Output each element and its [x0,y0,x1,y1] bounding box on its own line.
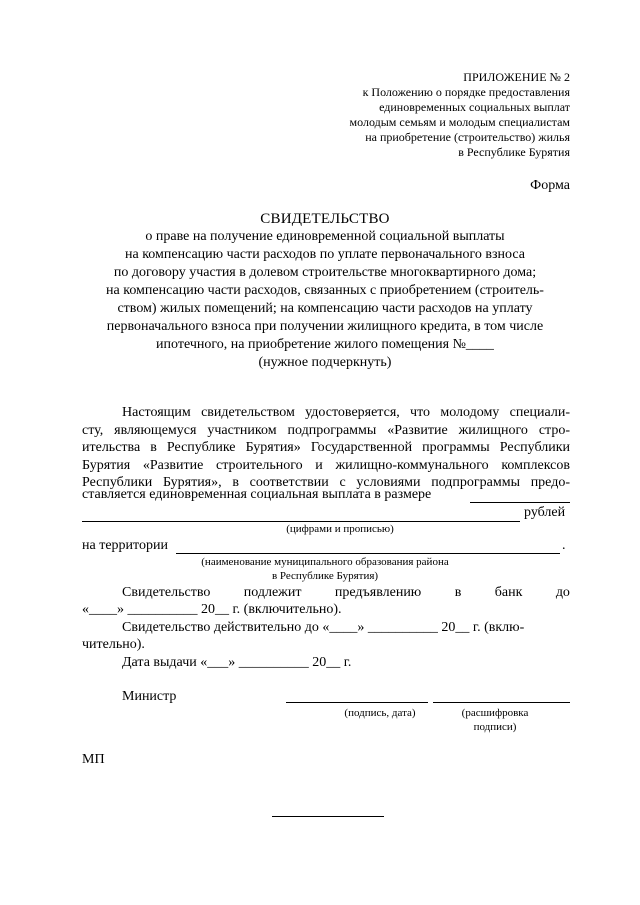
territory-blank-line [176,553,560,554]
bank-presentation-line [122,585,570,601]
body-line: Настоящим свидетельством удостоверяется, что молодому специали- [122,405,570,420]
validity-text: Свидетельство действительно до «____» __________ 20__ г. (вклю- [122,620,525,635]
appendix-line: ПРИЛОЖЕНИЕ № 2 [463,70,570,84]
minister-label: Министр [122,689,177,704]
certificate-title: СВИДЕТЕЛЬСТВО [260,211,390,227]
bank-date-line: «____» __________ 20__ г. (включительно). [82,602,342,617]
territory-label: на территории [82,538,168,553]
signature-blank-line [286,702,428,703]
decode-caption-1: (расшифровка [461,707,529,719]
appendix-line: на приобретение (строительство) жилья [365,130,570,144]
currency-label: рублей [524,505,566,520]
subtitle-line: о праве на получение единовременной социальной выплаты [145,229,505,244]
appendix-line: единовременных социальных выплат [379,100,570,114]
form-label: Форма [530,178,570,193]
body-line: Бурятия «Развитие строительного и жилищно-коммунального комплексов [82,457,570,473]
subtitle-line: ипотечного, на приобретение жилого помещения №____ [156,337,494,352]
validity-line [122,620,570,636]
stamp-label: МП [82,752,105,767]
appendix-line: в Республике Бурятия [458,145,570,159]
territory-caption-1: (наименование муниципального образования района [201,556,449,568]
subtitle-line: на компенсацию части расходов по уплате первоначального взноса [125,247,525,262]
certificate-title-block [60,210,590,372]
body-line: сту, являющемуся участником подпрограммы «Развитие жилищного стро- [82,422,570,438]
body-line: Республики Бурятия», в соответствии с условиями подпрограммы предо- [82,475,570,490]
validity-line-2: чительно). [82,637,145,652]
appendix-line: молодым семьям и молодым специалистам [349,115,570,129]
bank-word: банк [494,585,523,600]
bank-word: подлежит [243,585,302,600]
bank-word: предъявлению [334,585,422,600]
appendix-header [230,70,570,160]
amount-blank-line-1 [470,502,570,503]
body-line: ительства в Республике Бурятия» Государственной программы Республики [82,440,570,455]
body-line-last: ставляется единовременная социальная выплата в размере [82,487,432,502]
territory-caption-2: в Республике Бурятия) [271,570,379,582]
appendix-line: к Положению о порядке предоставления [362,85,570,99]
decode-caption-2: подписи) [473,721,517,733]
decode-blank-line [433,702,570,703]
subtitle-line: (нужное подчеркнуть) [258,355,392,370]
bank-word: до [555,585,570,600]
bank-word: в [454,585,462,600]
subtitle-line: на компенсацию части расходов, связанных с приобретением (строитель- [106,283,544,298]
subtitle-line: первоначального взноса при получении жилищного кредита, в том числе [106,319,544,334]
bank-word: Свидетельство [122,585,211,600]
signature-caption: (подпись, дата) [344,707,416,719]
footer-separator [272,816,384,817]
subtitle-line: по договору участия в долевом строительстве многоквартирного дома; [113,265,537,280]
subtitle-line: ством) жилых помещений; на компенсацию части расходов на уплату [117,301,533,316]
body-paragraph [82,404,570,492]
amount-caption: (цифрами и прописью) [286,523,394,535]
territory-end: . [562,538,566,553]
issue-date-line: Дата выдачи «___» __________ 20__ г. [122,655,352,670]
amount-blank-line-2 [82,521,520,522]
